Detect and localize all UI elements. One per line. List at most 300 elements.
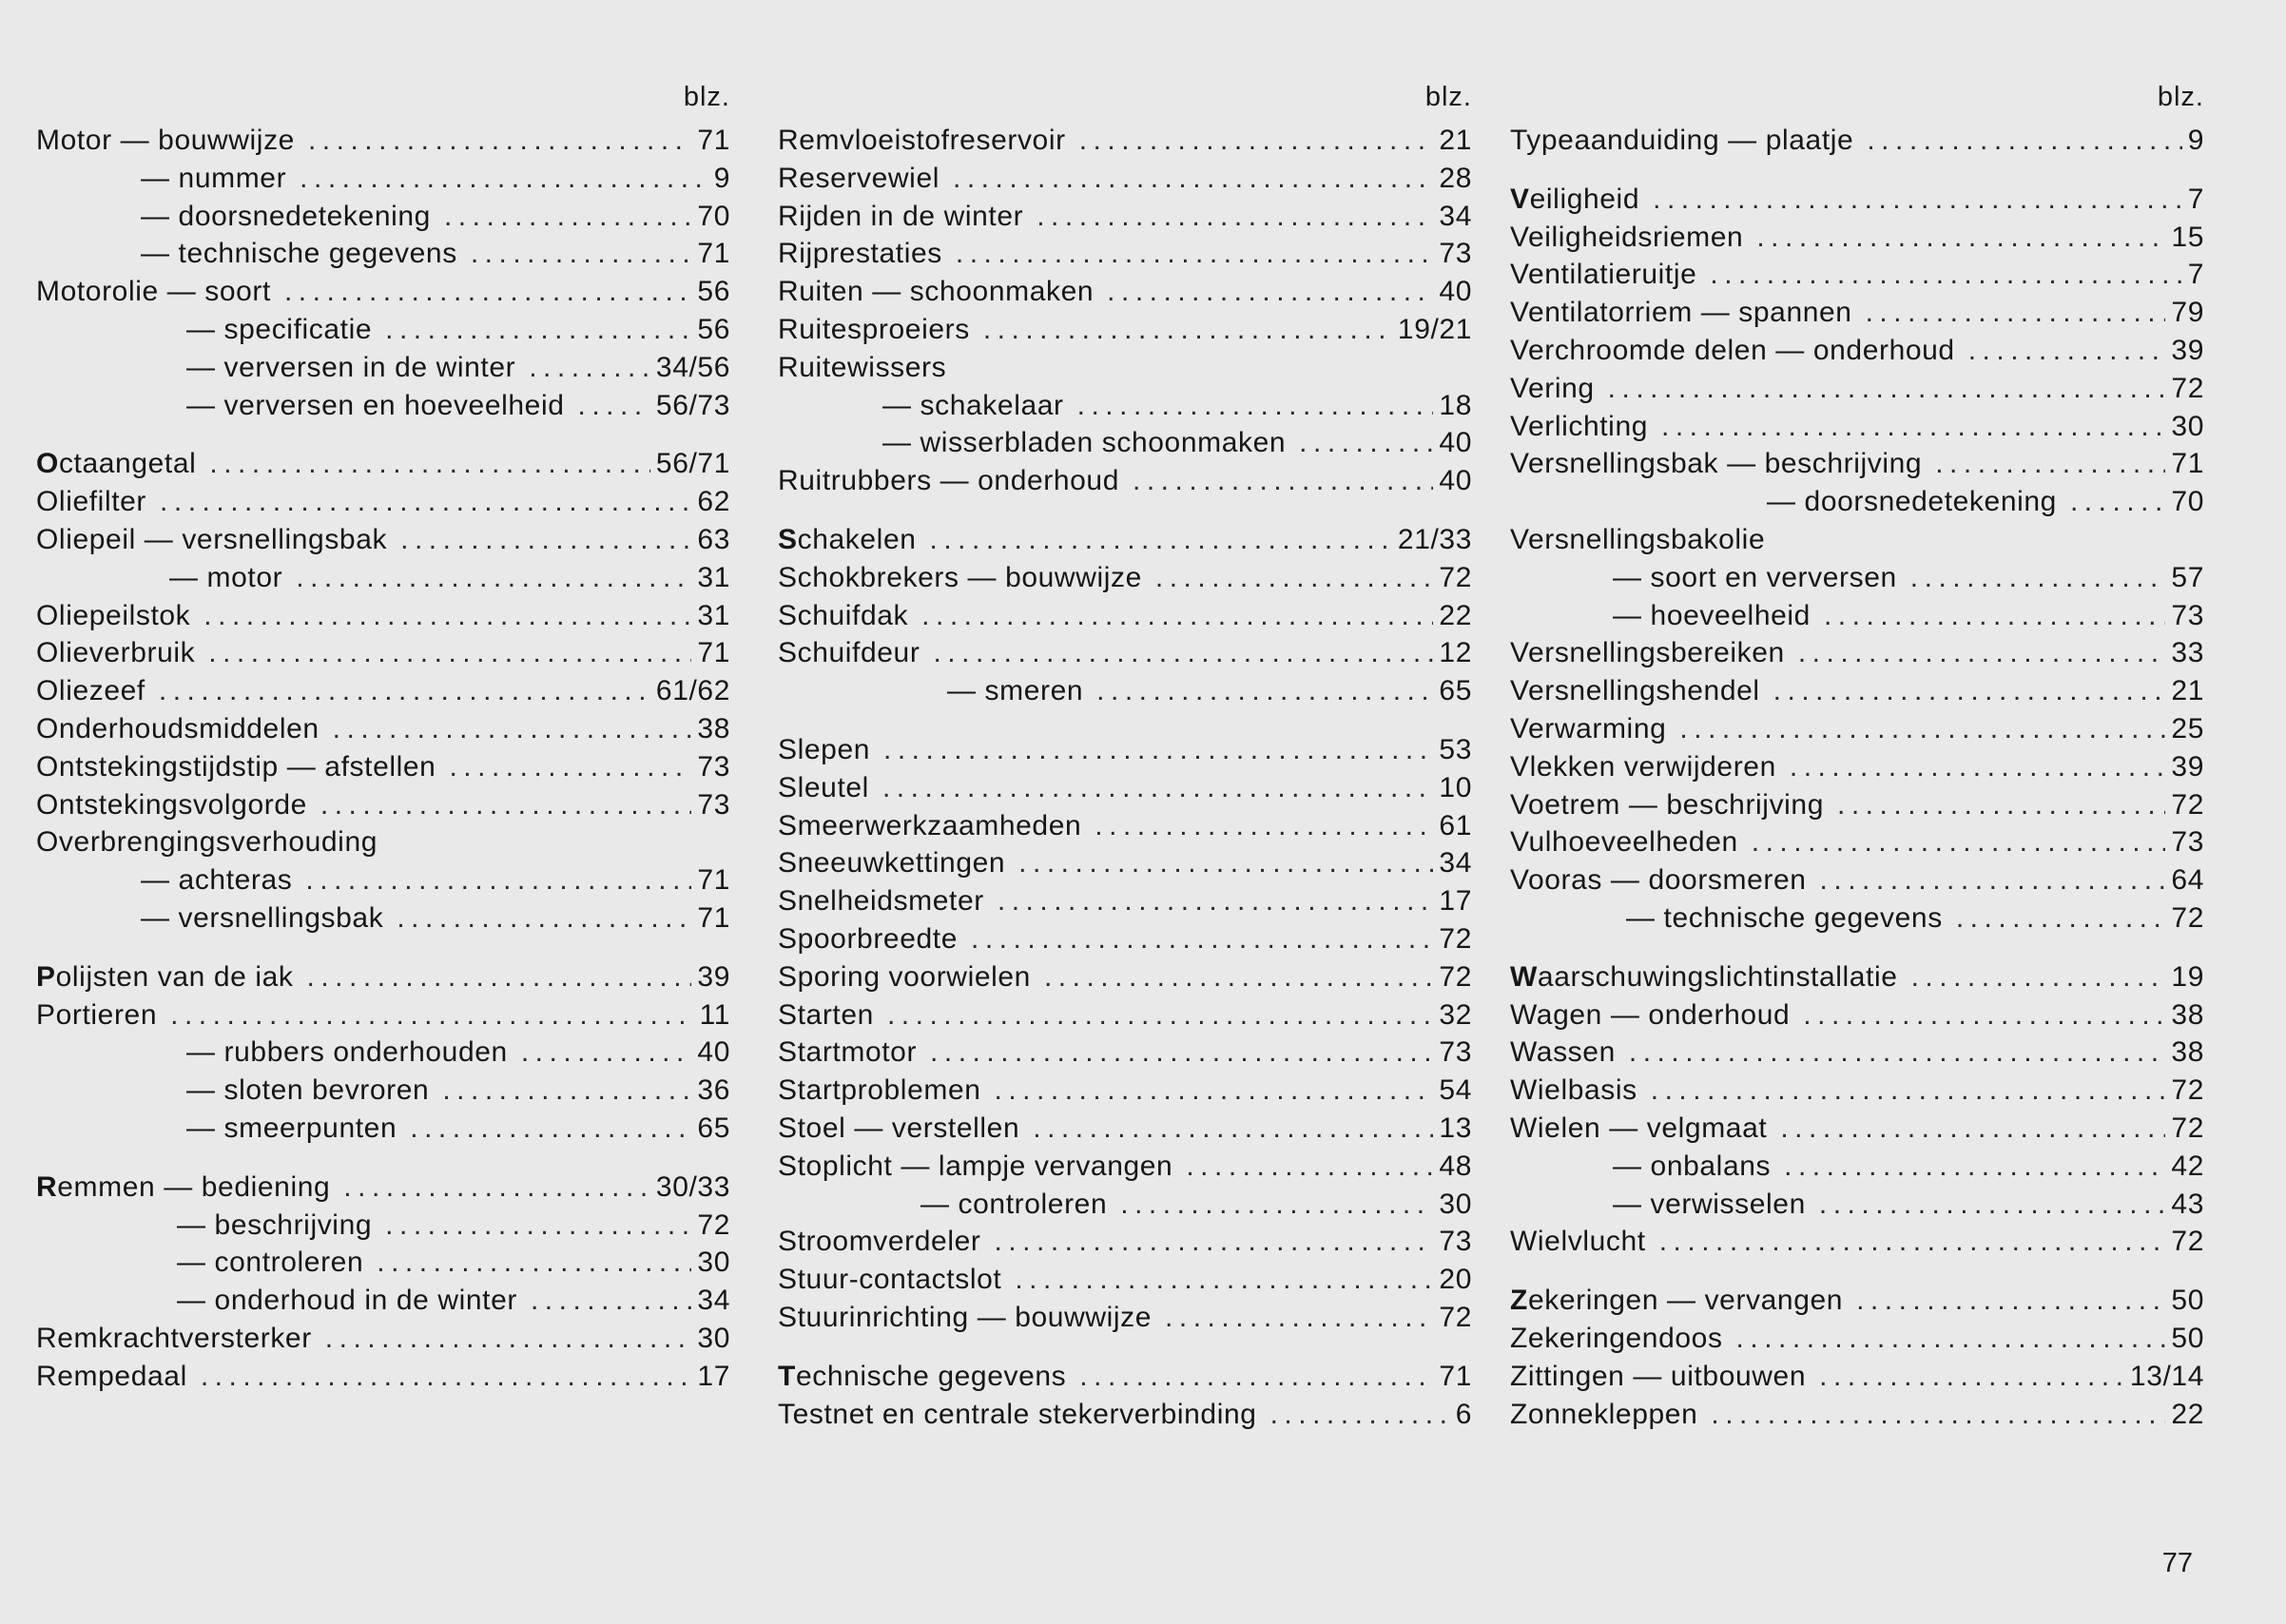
dot-leader <box>1820 861 2166 899</box>
index-page-ref: 70 <box>2171 486 2204 518</box>
index-page-ref: 50 <box>2171 1285 2204 1317</box>
index-entry <box>36 1358 730 1396</box>
index-page-ref: 71 <box>697 238 730 270</box>
column-header-blz: blz. <box>1424 82 1472 112</box>
index-term-text: — technische gegevens <box>1626 901 1943 934</box>
index-page-ref: 31 <box>697 561 730 593</box>
index-term-initial: T <box>778 1360 796 1392</box>
index-term-initial: P <box>36 960 56 993</box>
index-term-text: Zittingen — uitbouwen <box>1510 1360 1807 1392</box>
index-term-text: Ontstekingstijdstip — afstellen <box>36 750 436 783</box>
dot-leader <box>930 1034 1433 1072</box>
dot-leader <box>1270 1396 1450 1434</box>
index-term-text: Vooras — doorsmeren <box>1510 864 1807 897</box>
dot-leader <box>1798 634 2166 672</box>
index-term <box>778 122 1066 160</box>
index-entry <box>1510 122 2204 160</box>
index-entry <box>1510 1186 2204 1224</box>
dot-leader <box>410 1110 691 1148</box>
index-term-text: Wielvlucht <box>1510 1226 1646 1258</box>
index-entry <box>1510 219 2204 257</box>
index-page-ref: 15 <box>2171 221 2204 253</box>
index-entry <box>778 882 1472 920</box>
dot-leader <box>1819 1186 2166 1224</box>
index-page-ref: 53 <box>1439 733 1472 765</box>
index-page-ref: 40 <box>697 1036 730 1069</box>
index-term-text: olijsten van de iak <box>55 960 294 993</box>
index-term <box>36 273 271 311</box>
index-term <box>1510 1358 1806 1396</box>
index-term <box>36 1282 517 1320</box>
index-entry <box>778 958 1472 996</box>
index-term-text: Typeaanduiding — plaatje <box>1510 125 1854 156</box>
dot-leader <box>521 1034 692 1072</box>
index-entry <box>36 634 730 672</box>
index-entry <box>36 748 730 786</box>
index-term-text: Overbrengingsverhouding <box>36 826 378 859</box>
index-entry <box>1510 408 2204 446</box>
index-term <box>1510 408 1648 446</box>
index-term <box>1510 899 1943 938</box>
index-entry <box>778 1072 1472 1110</box>
dot-leader <box>994 1223 1433 1261</box>
index-term <box>1510 1396 1697 1434</box>
index-term <box>36 1110 397 1148</box>
dot-leader <box>209 445 650 483</box>
index-term-text: Ruiten — schoonmaken <box>778 276 1095 308</box>
index-entry <box>1510 294 2204 332</box>
index-term-text: ekeringen — vervangen <box>1527 1285 1844 1317</box>
index-term-text: Portieren <box>36 998 158 1031</box>
index-page-ref: 22 <box>1439 599 1472 631</box>
index-term-text: — technische gegevens <box>141 238 457 270</box>
index-term <box>778 634 920 672</box>
index-term-text: Motor — bouwwijze <box>36 125 295 156</box>
index-term-text: Versnellingsbakolie <box>1510 523 1766 555</box>
index-page-ref: 25 <box>2171 712 2204 744</box>
index-page-ref: 61/62 <box>655 675 730 707</box>
index-term-text: Oliepeilstok <box>36 599 191 631</box>
dot-leader <box>983 311 1392 349</box>
index-term <box>1510 748 1776 786</box>
index-page-ref: 7 <box>2187 183 2204 215</box>
index-term <box>36 1244 363 1282</box>
dot-leader <box>1756 219 2165 257</box>
index-term-text: — onbalans <box>1613 1150 1772 1182</box>
dot-leader <box>1752 823 2166 861</box>
index-term <box>778 1148 1172 1186</box>
index-term-text: Reservewiel <box>778 162 940 194</box>
index-term-text: — verversen in de winter <box>186 351 516 383</box>
index-entry <box>778 160 1472 198</box>
index-term <box>36 349 515 387</box>
index-term <box>36 311 372 349</box>
index-entry <box>1510 996 2204 1034</box>
index-column-3 <box>1510 72 2204 1433</box>
index-term-text: — beschrijving <box>177 1208 373 1241</box>
index-term <box>778 882 984 920</box>
index-page-ref: 38 <box>2171 1036 2204 1069</box>
index-entry <box>36 160 730 198</box>
index-term <box>778 731 870 769</box>
index-term <box>1510 370 1595 408</box>
index-term-text: aarschuwingslichtinstallatie <box>1537 960 1898 993</box>
index-entry <box>1510 1396 2204 1434</box>
page-number: 77 <box>2161 1548 2193 1578</box>
index-term-text: Oliefilter <box>36 486 147 518</box>
dot-leader <box>1790 748 2166 786</box>
index-term <box>1510 559 1897 597</box>
dot-leader <box>385 1207 691 1245</box>
index-entry <box>1510 823 2204 861</box>
index-term-text: Startmotor <box>778 1036 918 1069</box>
index-entry <box>1510 445 2204 483</box>
index-page-ref: 38 <box>697 712 730 744</box>
index-page-ref: 17 <box>1439 885 1472 918</box>
index-term-text: Verchroomde delen — onderhoud <box>1510 334 1955 366</box>
index-page-ref: 10 <box>1439 771 1472 803</box>
index-page-ref: 63 <box>697 523 730 555</box>
index-page-ref: 19 <box>2171 960 2204 993</box>
index-page-ref: 40 <box>1439 276 1472 308</box>
index-term-text: — wisserbladen schoonmaken <box>882 427 1287 459</box>
index-page-ref: 73 <box>697 750 730 783</box>
index-page-ref: 30 <box>2171 410 2204 442</box>
index-term <box>778 920 958 958</box>
index-entry <box>36 521 730 559</box>
index-term-text: Sleutel <box>778 771 869 803</box>
index-term-initial: S <box>778 523 798 555</box>
index-entry <box>36 710 730 748</box>
index-page-ref: 71 <box>1439 1360 1472 1392</box>
index-page-ref: 13/14 <box>2129 1360 2204 1392</box>
dot-leader <box>1165 1299 1433 1337</box>
index-term-text: Onderhoudsmiddelen <box>36 712 320 744</box>
index-term-text: — versnellingsbak <box>141 901 384 934</box>
index-term-text: Stoplicht — lampje vervangen <box>778 1150 1173 1182</box>
index-page-ref: 21 <box>1439 125 1472 156</box>
index-term <box>1510 1034 1616 1072</box>
dot-leader <box>1837 786 2165 824</box>
index-term <box>778 1072 981 1110</box>
index-term <box>778 160 940 198</box>
index-page-ref: 42 <box>2171 1150 2204 1182</box>
index-term-text: — doorsnedetekening <box>1767 486 2057 518</box>
dot-leader <box>1299 424 1433 462</box>
index-entry <box>36 483 730 521</box>
index-term-text: Zonnekleppen <box>1510 1398 1698 1430</box>
index-term <box>36 445 196 483</box>
index-entry <box>778 1034 1472 1072</box>
index-entry <box>36 387 730 425</box>
index-term-text: Stuurinrichting — bouwwijze <box>778 1301 1153 1333</box>
index-term <box>36 996 157 1034</box>
index-page-ref: 33 <box>2171 637 2204 669</box>
index-entry <box>778 387 1472 425</box>
index-entry <box>36 672 730 710</box>
index-term-text: Vering <box>1510 372 1595 404</box>
index-term <box>36 160 286 198</box>
dot-leader <box>1910 559 2166 597</box>
index-term <box>36 1320 312 1358</box>
index-entry <box>778 769 1472 807</box>
index-page-ref: 38 <box>2171 998 2204 1031</box>
index-term <box>778 1110 1019 1148</box>
index-term-initial: Z <box>1510 1285 1528 1317</box>
dot-leader <box>1077 387 1434 425</box>
dot-leader <box>1015 1261 1433 1299</box>
index-page-ref: 13 <box>1439 1112 1472 1144</box>
dot-leader <box>159 672 650 710</box>
index-term-text: Olieverbruik <box>36 637 196 669</box>
index-term <box>36 748 436 786</box>
index-page-ref: 31 <box>697 599 730 631</box>
dot-leader <box>1856 1282 2165 1320</box>
index-entry <box>1510 899 2204 938</box>
index-entry <box>36 1320 730 1358</box>
index-page-ref: 9 <box>713 162 730 194</box>
index-page-ref: 73 <box>2171 599 2204 631</box>
index-page-ref: 7 <box>2187 259 2204 291</box>
index-term-text: Oliepeil — versnellingsbak <box>36 523 388 555</box>
index-entry <box>778 559 1472 597</box>
index-term <box>1510 445 1922 483</box>
index-entry <box>1510 634 2204 672</box>
dot-leader <box>998 882 1434 920</box>
index-term-text: — controleren <box>177 1247 364 1279</box>
index-term-text: Rempedaal <box>36 1360 187 1392</box>
index-term-initial: V <box>1510 183 1530 215</box>
index-term-text: — onderhoud in de winter <box>177 1285 517 1317</box>
index-page-ref: 39 <box>2171 334 2204 366</box>
index-entry <box>36 198 730 236</box>
dot-leader <box>201 1358 692 1396</box>
index-page-ref: 65 <box>1439 675 1472 707</box>
index-term <box>1510 1072 1637 1110</box>
index-page-ref: 61 <box>1439 809 1472 841</box>
index-term-initial: O <box>36 448 59 480</box>
index-term-text: — rubbers onderhouden <box>186 1036 508 1069</box>
index-term-text: Sneeuwkettingen <box>778 847 1006 880</box>
index-term-text: Zekeringendoos <box>1510 1322 1723 1354</box>
index-term <box>1510 786 1824 824</box>
index-page-ref: 71 <box>697 125 730 156</box>
index-term <box>1510 1282 1843 1320</box>
index-entry <box>1510 1110 2204 1148</box>
index-term <box>1510 1223 1646 1261</box>
index-term-text: Ventilatorriem — spannen <box>1510 297 1852 329</box>
dot-leader <box>1736 1320 2166 1358</box>
index-entry <box>778 235 1472 273</box>
index-page-ref: 72 <box>2171 901 2204 934</box>
index-term <box>778 1261 1001 1299</box>
index-term-text: Versnellingsbereiken <box>1510 637 1785 669</box>
index-entry <box>36 958 730 996</box>
index-term-initial: R <box>36 1170 58 1203</box>
dot-leader <box>531 1282 691 1320</box>
index-term <box>36 122 295 160</box>
index-entry <box>1510 1358 2204 1396</box>
index-page-ref: 64 <box>2171 864 2204 897</box>
index-page-ref: 62 <box>697 486 730 518</box>
index-term <box>778 597 908 635</box>
index-term <box>36 1072 429 1110</box>
index-page-ref: 34 <box>1439 200 1472 232</box>
index-term-text: Wielbasis <box>1510 1074 1637 1107</box>
index-page-ref: 21 <box>2171 675 2204 707</box>
index-term <box>778 769 869 807</box>
index-entry <box>778 731 1472 769</box>
index-term <box>36 235 457 273</box>
index-page-ref: 73 <box>2171 826 2204 859</box>
index-term <box>36 1169 330 1207</box>
index-page-ref: 73 <box>1439 1036 1472 1069</box>
column-header-blz: blz. <box>683 82 730 112</box>
dot-leader <box>995 1072 1434 1110</box>
index-entry <box>36 1282 730 1320</box>
index-entry <box>1510 597 2204 635</box>
index-term <box>36 1207 372 1245</box>
index-term <box>36 521 387 559</box>
index-term-text: Versnellingshendel <box>1510 675 1760 707</box>
index-term <box>1510 181 1639 219</box>
dot-leader <box>1155 559 1434 597</box>
dot-leader <box>1911 958 2166 996</box>
index-page-ref: 36 <box>697 1074 730 1107</box>
index-entry <box>778 920 1472 958</box>
index-page-ref: 20 <box>1439 1264 1472 1296</box>
index-page-ref: 72 <box>697 1208 730 1241</box>
index-page-ref: 56 <box>697 276 730 308</box>
dot-leader <box>208 634 691 672</box>
index-entry <box>36 786 730 824</box>
index-term-text: Versnellingsbak — beschrijving <box>1510 448 1923 480</box>
index-term <box>36 1358 187 1396</box>
index-term <box>1510 483 2057 521</box>
index-entry <box>36 597 730 635</box>
index-entry <box>778 1261 1472 1299</box>
index-term <box>1510 1320 1723 1358</box>
index-term <box>778 273 1094 311</box>
index-page-ref: 40 <box>1439 427 1472 459</box>
index-page-ref: 57 <box>2171 561 2204 593</box>
index-term-text: — smeren <box>947 675 1084 707</box>
index-term <box>1510 332 1955 370</box>
index-term-text: Sporing voorwielen <box>778 960 1031 993</box>
index-entry <box>778 122 1472 160</box>
index-term <box>778 996 874 1034</box>
index-term-text: Vlekken verwijderen <box>1510 750 1776 783</box>
index-page-ref: 65 <box>697 1112 730 1144</box>
index-entry <box>778 1148 1472 1186</box>
index-page-ref: 40 <box>1439 465 1472 497</box>
index-term-initial: W <box>1510 960 1538 993</box>
index-entry <box>778 1299 1472 1337</box>
dot-leader <box>449 748 691 786</box>
dot-leader <box>1661 408 2165 446</box>
index-entry <box>1510 1282 2204 1320</box>
dot-leader <box>1819 1358 2124 1396</box>
index-entry <box>1510 1148 2204 1186</box>
index-entry <box>36 1034 730 1072</box>
index-entry <box>1510 559 2204 597</box>
index-term-text: Schuifdeur <box>778 637 920 669</box>
index-term-text: echnische gegevens <box>795 1360 1067 1392</box>
dot-leader <box>203 597 691 635</box>
index-page-ref: 73 <box>1439 238 1472 270</box>
dot-leader <box>1095 807 1433 845</box>
index-term-text: Ruitrubbers — onderhoud <box>778 465 1120 497</box>
dot-leader <box>1710 256 2181 294</box>
index-term-text: Vulhoeveelheden <box>1510 826 1738 859</box>
index-term <box>778 311 970 349</box>
index-entry <box>778 634 1472 672</box>
index-term-text: — specificatie <box>186 313 373 345</box>
index-entry <box>1510 1072 2204 1110</box>
index-page-ref: 28 <box>1439 162 1472 194</box>
index-page-ref: 56/71 <box>655 448 730 480</box>
dot-leader <box>1079 1358 1433 1396</box>
dot-leader <box>1651 1072 2166 1110</box>
index-term <box>1510 256 1696 294</box>
index-term <box>36 597 190 635</box>
index-term-text: Ontstekingsvolgorde <box>36 788 307 821</box>
index-term <box>1510 294 1852 332</box>
index-term-text: Ventilatieruitje <box>1510 259 1697 291</box>
index-page-ref: 43 <box>2171 1188 2204 1220</box>
index-page-ref: 73 <box>697 788 730 821</box>
index-entry <box>36 349 730 387</box>
index-entry <box>36 1244 730 1282</box>
dot-leader <box>529 349 650 387</box>
index-term-text: — smeerpunten <box>186 1112 397 1144</box>
dot-leader <box>1033 1110 1433 1148</box>
index-page-ref: 9 <box>2187 125 2204 156</box>
index-term <box>778 462 1119 500</box>
index-page-ref: 34 <box>1439 847 1472 880</box>
index-entry <box>36 273 730 311</box>
index-entry <box>778 844 1472 882</box>
dot-leader <box>307 958 692 996</box>
index-entry <box>36 311 730 349</box>
index-entry <box>778 311 1472 349</box>
dot-leader <box>300 160 708 198</box>
index-page-ref: 21/33 <box>1397 523 1472 555</box>
dot-leader <box>442 1072 691 1110</box>
index-entry <box>778 349 1472 387</box>
dot-leader <box>1773 672 2166 710</box>
index-term <box>778 387 1064 425</box>
dot-leader <box>1803 996 2165 1034</box>
dot-leader <box>308 122 691 160</box>
index-page-ref: 72 <box>1439 960 1472 993</box>
index-term <box>1510 521 1765 559</box>
dot-leader <box>305 861 691 899</box>
index-term <box>1510 672 1760 710</box>
index-page-ref: 19/21 <box>1397 313 1472 345</box>
dot-leader <box>933 634 1433 672</box>
index-term-text: Veiligheidsriemen <box>1510 221 1744 253</box>
index-entry <box>1510 332 2204 370</box>
index-term <box>36 1034 508 1072</box>
index-page-ref: 22 <box>2171 1398 2204 1430</box>
dot-leader <box>1133 462 1433 500</box>
index-term <box>778 1396 1257 1434</box>
dot-leader <box>1608 370 2166 408</box>
dot-leader <box>397 899 691 938</box>
index-entry <box>1510 1320 2204 1358</box>
dot-leader <box>1867 122 2181 160</box>
